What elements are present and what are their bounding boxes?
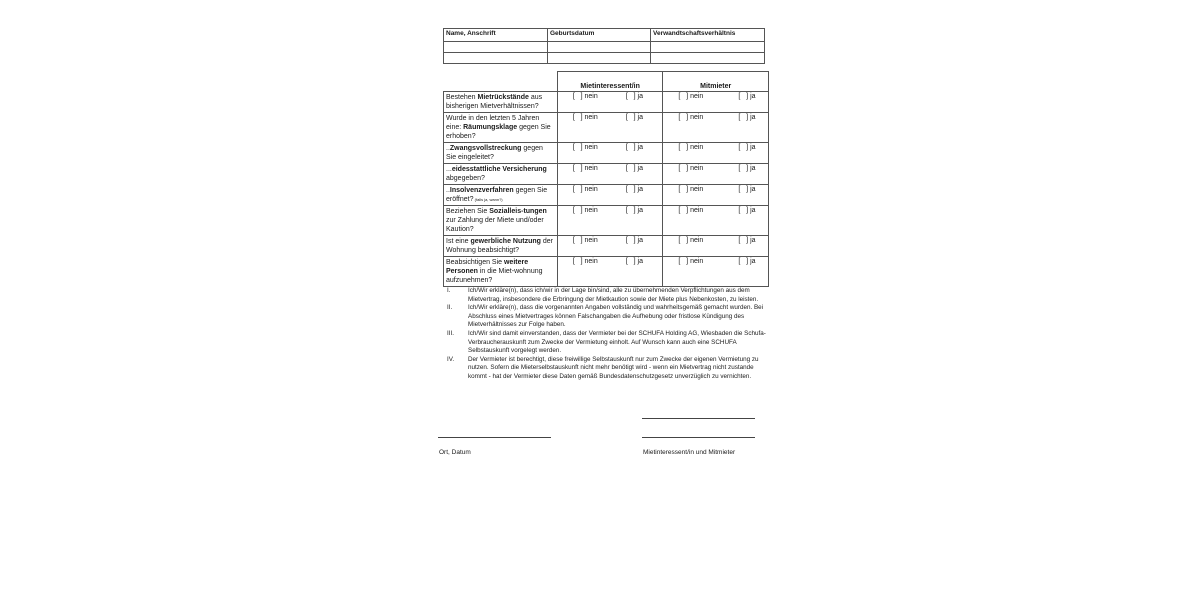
household-row bbox=[444, 53, 765, 64]
question-row bbox=[444, 257, 769, 287]
declaration-item bbox=[443, 356, 773, 382]
checkbox-yes-applicant[interactable]: [ ] ja bbox=[625, 186, 643, 193]
question-keyword: Räumungsklage bbox=[463, 124, 518, 131]
checkbox-no-cotenant[interactable]: [ ] nein bbox=[678, 114, 704, 121]
checkbox-no-applicant[interactable]: [ ] nein bbox=[572, 207, 598, 214]
question-text bbox=[444, 257, 558, 287]
header-blank bbox=[444, 72, 558, 92]
question-text bbox=[444, 143, 558, 164]
question-keyword: Insolvenzverfahren bbox=[449, 187, 514, 194]
question-text bbox=[444, 185, 558, 206]
declaration-number: III. bbox=[447, 329, 454, 337]
checkbox-no-applicant[interactable]: [ ] nein bbox=[572, 237, 598, 244]
checkbox-no-applicant[interactable]: [ ] nein bbox=[572, 258, 598, 265]
checkbox-no-cotenant[interactable]: [ ] nein bbox=[678, 258, 704, 265]
question-prefix: Beabsichtigen Sie bbox=[446, 259, 504, 266]
answer-applicant bbox=[557, 185, 663, 206]
checkbox-yes-cotenant[interactable]: [ ] ja bbox=[738, 237, 756, 244]
place-date-label: Ort, Datum bbox=[439, 449, 471, 456]
answer-applicant bbox=[557, 113, 663, 143]
question-text bbox=[444, 164, 558, 185]
header-cotenant: Mitmieter bbox=[663, 72, 769, 92]
question-prefix: Ist eine bbox=[446, 238, 471, 245]
question-prefix: Wurde in den letzten 5 Jahren eine: bbox=[446, 115, 540, 131]
question-text bbox=[444, 92, 558, 113]
household-row bbox=[444, 42, 765, 53]
question-note: (falls ja, wann?) bbox=[473, 197, 503, 202]
question-keyword: weitere Personen bbox=[446, 259, 529, 275]
question-row bbox=[444, 185, 769, 206]
declaration-item bbox=[443, 304, 773, 330]
question-row bbox=[444, 206, 769, 236]
checkbox-yes-applicant[interactable]: [ ] ja bbox=[625, 258, 643, 265]
household-header-row bbox=[444, 29, 765, 42]
household-members-table bbox=[443, 28, 765, 64]
header-name-address: Name, Anschrift bbox=[444, 29, 548, 42]
question-row bbox=[444, 164, 769, 185]
question-text bbox=[444, 113, 558, 143]
checkbox-yes-cotenant[interactable]: [ ] ja bbox=[738, 258, 756, 265]
checkbox-yes-cotenant[interactable]: [ ] ja bbox=[738, 144, 756, 151]
answer-cotenant bbox=[663, 143, 769, 164]
checkbox-no-applicant[interactable]: [ ] nein bbox=[572, 186, 598, 193]
checkbox-no-cotenant[interactable]: [ ] nein bbox=[678, 207, 704, 214]
question-suffix: gegen Sie eröffnet? bbox=[446, 187, 548, 203]
question-keyword: Sozialleis-tungen bbox=[489, 208, 547, 215]
relationship-field[interactable] bbox=[651, 42, 765, 53]
answer-applicant bbox=[557, 143, 663, 164]
name-address-field[interactable] bbox=[444, 53, 548, 64]
checkbox-no-cotenant[interactable]: [ ] nein bbox=[678, 165, 704, 172]
question-keyword: Mietrückstände bbox=[477, 94, 529, 101]
header-relationship: Verwandtschaftsverhältnis bbox=[651, 29, 765, 42]
questionnaire-header-row bbox=[444, 72, 769, 92]
birth-date-field[interactable] bbox=[548, 42, 651, 53]
question-keyword: eidesstattliche Versicherung bbox=[451, 166, 547, 173]
question-suffix: der Wohnung beabsichtigt? bbox=[446, 238, 553, 254]
declaration-number: I. bbox=[447, 287, 451, 294]
question-row bbox=[444, 113, 769, 143]
signature-line-place-date[interactable] bbox=[438, 437, 551, 438]
questionnaire-table bbox=[443, 71, 769, 287]
signature-line-applicant[interactable] bbox=[642, 437, 755, 438]
name-address-field[interactable] bbox=[444, 42, 548, 53]
answer-applicant bbox=[557, 236, 663, 257]
checkbox-no-applicant[interactable]: [ ] nein bbox=[572, 144, 598, 151]
declaration-item bbox=[443, 287, 773, 304]
answer-applicant bbox=[557, 92, 663, 113]
checkbox-no-cotenant[interactable]: [ ] nein bbox=[678, 237, 704, 244]
declaration-number: IV. bbox=[447, 355, 455, 363]
header-applicant: Mietinteressent/in bbox=[557, 72, 663, 92]
relationship-field[interactable] bbox=[651, 53, 765, 64]
declaration-text: Ich/Wir sind damit einverstanden, dass der Vermieter bei der SCHUFA Holding AG, Wiesbaden die Schufa-Verbraucherauskunft zum Zwecke der Vermietung einholt. Auf Wunsch kann auch eine SCHUFA Selbstauskunft vorgelegt werden. bbox=[468, 329, 766, 355]
question-prefix: ... bbox=[446, 166, 452, 173]
question-text bbox=[444, 206, 558, 236]
checkbox-yes-applicant[interactable]: [ ] ja bbox=[625, 93, 643, 100]
checkbox-no-cotenant[interactable]: [ ] nein bbox=[678, 144, 704, 151]
checkbox-yes-cotenant[interactable]: [ ] ja bbox=[738, 93, 756, 100]
answer-cotenant bbox=[663, 92, 769, 113]
answer-cotenant bbox=[663, 257, 769, 287]
declaration-text: Ich/Wir erkläre(n), dass die vorgenannten Angaben vollständig und wahrheitsgemäß gemacht wurden. Bei Abschluss eines Mietvertrages können Falschangaben die Aufhebung oder fristlose Kündigung des Mietverhältnisses zur Folge haben. bbox=[468, 304, 764, 329]
answer-cotenant bbox=[663, 206, 769, 236]
question-text bbox=[444, 236, 558, 257]
signature-line-cotenant[interactable] bbox=[642, 418, 755, 419]
checkbox-no-applicant[interactable]: [ ] nein bbox=[572, 93, 598, 100]
question-row bbox=[444, 143, 769, 164]
question-row bbox=[444, 92, 769, 113]
declaration-text: Ich/Wir erkläre(n), dass ich/wir in der Lage bin/sind, alle zu übernehmenden Verpflichtungen aus dem Mietvertrag, insbesondere die Erbringung der Mietkaution sowie der Miete plus Nebenkosten, zu leisten. bbox=[468, 287, 759, 303]
signers-label: Mietinteressent/in und Mitmieter bbox=[643, 449, 736, 456]
declaration-item bbox=[443, 330, 773, 356]
answer-applicant bbox=[557, 164, 663, 185]
question-suffix: zur Zahlung der Miete und/oder Kaution? bbox=[446, 217, 544, 233]
declarations bbox=[443, 287, 773, 382]
question-suffix: gegen Sie eingeleitet? bbox=[446, 145, 543, 161]
checkbox-no-applicant[interactable]: [ ] nein bbox=[572, 114, 598, 121]
question-keyword: gewerbliche Nutzung bbox=[470, 238, 541, 245]
question-suffix: aus bisherigen Mietverhältnissen? bbox=[446, 94, 543, 110]
checkbox-yes-applicant[interactable]: [ ] ja bbox=[625, 237, 643, 244]
birth-date-field[interactable] bbox=[548, 53, 651, 64]
question-suffix: gegen Sie erhoben? bbox=[446, 124, 551, 140]
question-prefix: Beziehen Sie bbox=[446, 208, 490, 215]
answer-cotenant bbox=[663, 113, 769, 143]
answer-cotenant bbox=[663, 236, 769, 257]
checkbox-no-applicant[interactable]: [ ] nein bbox=[572, 165, 598, 172]
checkbox-yes-cotenant[interactable]: [ ] ja bbox=[738, 186, 756, 193]
checkbox-yes-cotenant[interactable]: [ ] ja bbox=[738, 207, 756, 214]
header-birth-date: Geburtsdatum bbox=[548, 29, 651, 42]
checkbox-yes-cotenant[interactable]: [ ] ja bbox=[738, 114, 756, 121]
answer-applicant bbox=[557, 257, 663, 287]
question-prefix: .. bbox=[446, 145, 450, 152]
answer-cotenant bbox=[663, 185, 769, 206]
question-prefix: Bestehen bbox=[446, 94, 478, 101]
checkbox-yes-applicant[interactable]: [ ] ja bbox=[625, 114, 643, 121]
question-row bbox=[444, 236, 769, 257]
checkbox-no-cotenant[interactable]: [ ] nein bbox=[678, 93, 704, 100]
question-suffix: in die Miet-wohnung aufzunehmen? bbox=[446, 268, 543, 284]
question-prefix: .. bbox=[446, 187, 450, 194]
declaration-number: II. bbox=[447, 304, 453, 312]
answer-cotenant bbox=[663, 164, 769, 185]
checkbox-no-cotenant[interactable]: [ ] nein bbox=[678, 186, 704, 193]
question-keyword: Zwangsvollstreckung bbox=[449, 145, 522, 152]
checkbox-yes-applicant[interactable]: [ ] ja bbox=[625, 144, 643, 151]
answer-applicant bbox=[557, 206, 663, 236]
checkbox-yes-applicant[interactable]: [ ] ja bbox=[625, 165, 643, 172]
declaration-text: Der Vermieter ist berechtigt, diese freiwillige Selbstauskunft nur zum Zwecke der eigenen Vermietung zu nutzen. Sofern die Mieterselbstauskunft nicht mehr benötigt wird - wenn ein Mietvertrag nicht zustande kommt - hat der Vermieter diese Daten gemäß Bundesdatenschutzgesetz unverzüglich zu vernichten. bbox=[468, 355, 759, 380]
checkbox-yes-cotenant[interactable]: [ ] ja bbox=[738, 165, 756, 172]
question-suffix: abgegeben? bbox=[446, 175, 485, 182]
checkbox-yes-applicant[interactable]: [ ] ja bbox=[625, 207, 643, 214]
